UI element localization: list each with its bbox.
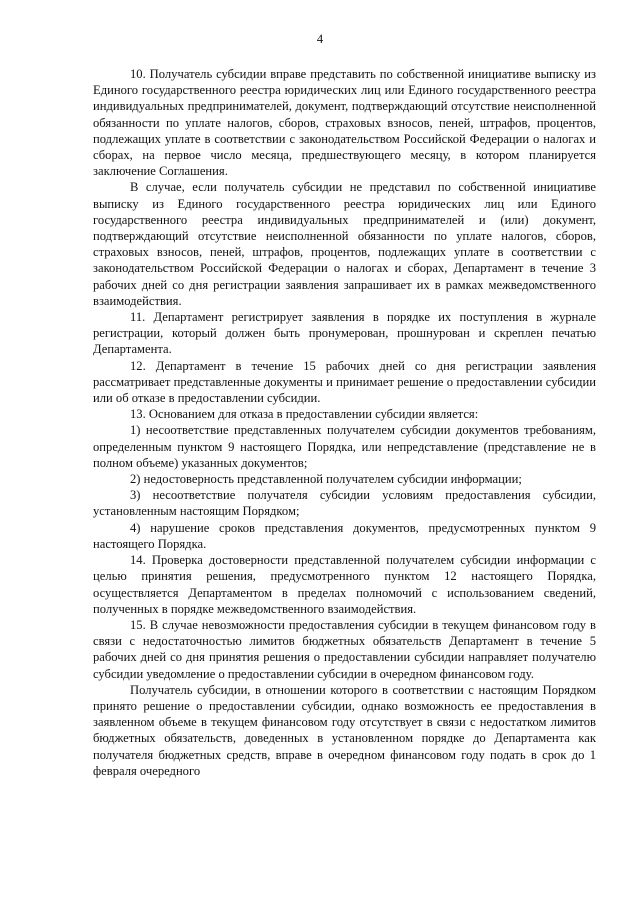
paragraph-11: 11. Департамент регистрирует заявления в порядке их поступления в журнале регистрации, который должен быть пронумерован, прошнурован и скреплен печатью Департамента. <box>93 310 596 357</box>
paragraph-12: 12. Департамент в течение 15 рабочих дней со дня регистрации заявления рассматривает представленные документы и принимает решение о предоставлении субсидии или об отказе в предоставлении субсидии. <box>93 358 596 406</box>
list-item-13-4: 4) нарушение сроков представления документов, предусмотренных пунктом 9 настоящего Порядка. <box>93 520 596 551</box>
paragraph-10: 10. Получатель субсидии вправе представить по собственной инициативе выписку из Единого государственного реестра юридических лиц или Единого государственного реестра индивидуальных предпринимателей, документ, подтверждающий отсутствие неисполненной обязанности по уплате налогов, сборов, страховых взносов, пеней, штрафов, процентов, подлежащих уплате в соответствии с законодательством Российской Федерации о налогах и сборах, на первое число месяца, предшествующего месяцу, в котором планируется заключение Соглашения. <box>93 67 596 179</box>
list-item-13-2: 2) недостоверность представленной получателем субсидии информации; <box>130 472 522 487</box>
list-item-13-3: 3) несоответствие получателя субсидии условиям предоставления субсидии, установленным настоящим Порядком; <box>93 488 596 519</box>
paragraph-15: 15. В случае невозможности предоставления субсидии в текущем финансовом году в связи с недостаточностью лимитов бюджетных обязательств Департамент в течение 5 рабочих дней со дня принятия решения о предоставлении субсидии направляет получателю субсидии уведомление о предоставлении субсидии в очередном финансовом году. <box>93 617 596 681</box>
paragraph-15-continuation: Получатель субсидии, в отношении которого в соответствии с настоящим Порядком принято решение о предоставлении субсидии, однако возможность ее предоставления в заявленном объеме в текущем финансовом году отсутствует в связи с недостатком лимитов бюджетных обязательств, доведенных в установленном порядке до Департамента как получателя бюджетных средств, вправе в очередном финансовом году подать в срок до 1 февраля очередного <box>93 682 596 778</box>
page-number: 4 <box>316 32 324 46</box>
document-body <box>93 66 596 779</box>
paragraph-10-continuation: В случае, если получатель субсидии не представил по собственной инициативе выписку из Единого государственного реестра юридических лиц или Единого государственного реестра индивидуальных предпринимателей и (или) документ, подтверждающий отсутствие неисполненной обязанности по уплате налогов, сборов, страховых взносов, пеней, штрафов, процентов, подлежащих уплате в соответствии с законодательством Российской Федерации о налогах и сборах, Департамент в течение 3 рабочих дней со дня регистрации заявления запрашивает их в рамках межведомственного взаимодействия. <box>93 180 596 308</box>
paragraph-13: 13. Основанием для отказа в предоставлении субсидии является: <box>130 407 479 422</box>
paragraph-14: 14. Проверка достоверности представленной получателем субсидии информации с целью принятия решения, предусмотренного пунктом 12 настоящего Порядка, осуществляется Департаментом в пределах полномочий с использованием сведений, полученных в порядке межведомственного взаимодействия. <box>93 553 596 616</box>
list-item-13-1: 1) несоответствие представленных получателем субсидии документов требованиям, определенным пунктом 9 настоящего Порядка, или непредставление (представление не в полном объеме) указанных документов; <box>93 423 596 470</box>
